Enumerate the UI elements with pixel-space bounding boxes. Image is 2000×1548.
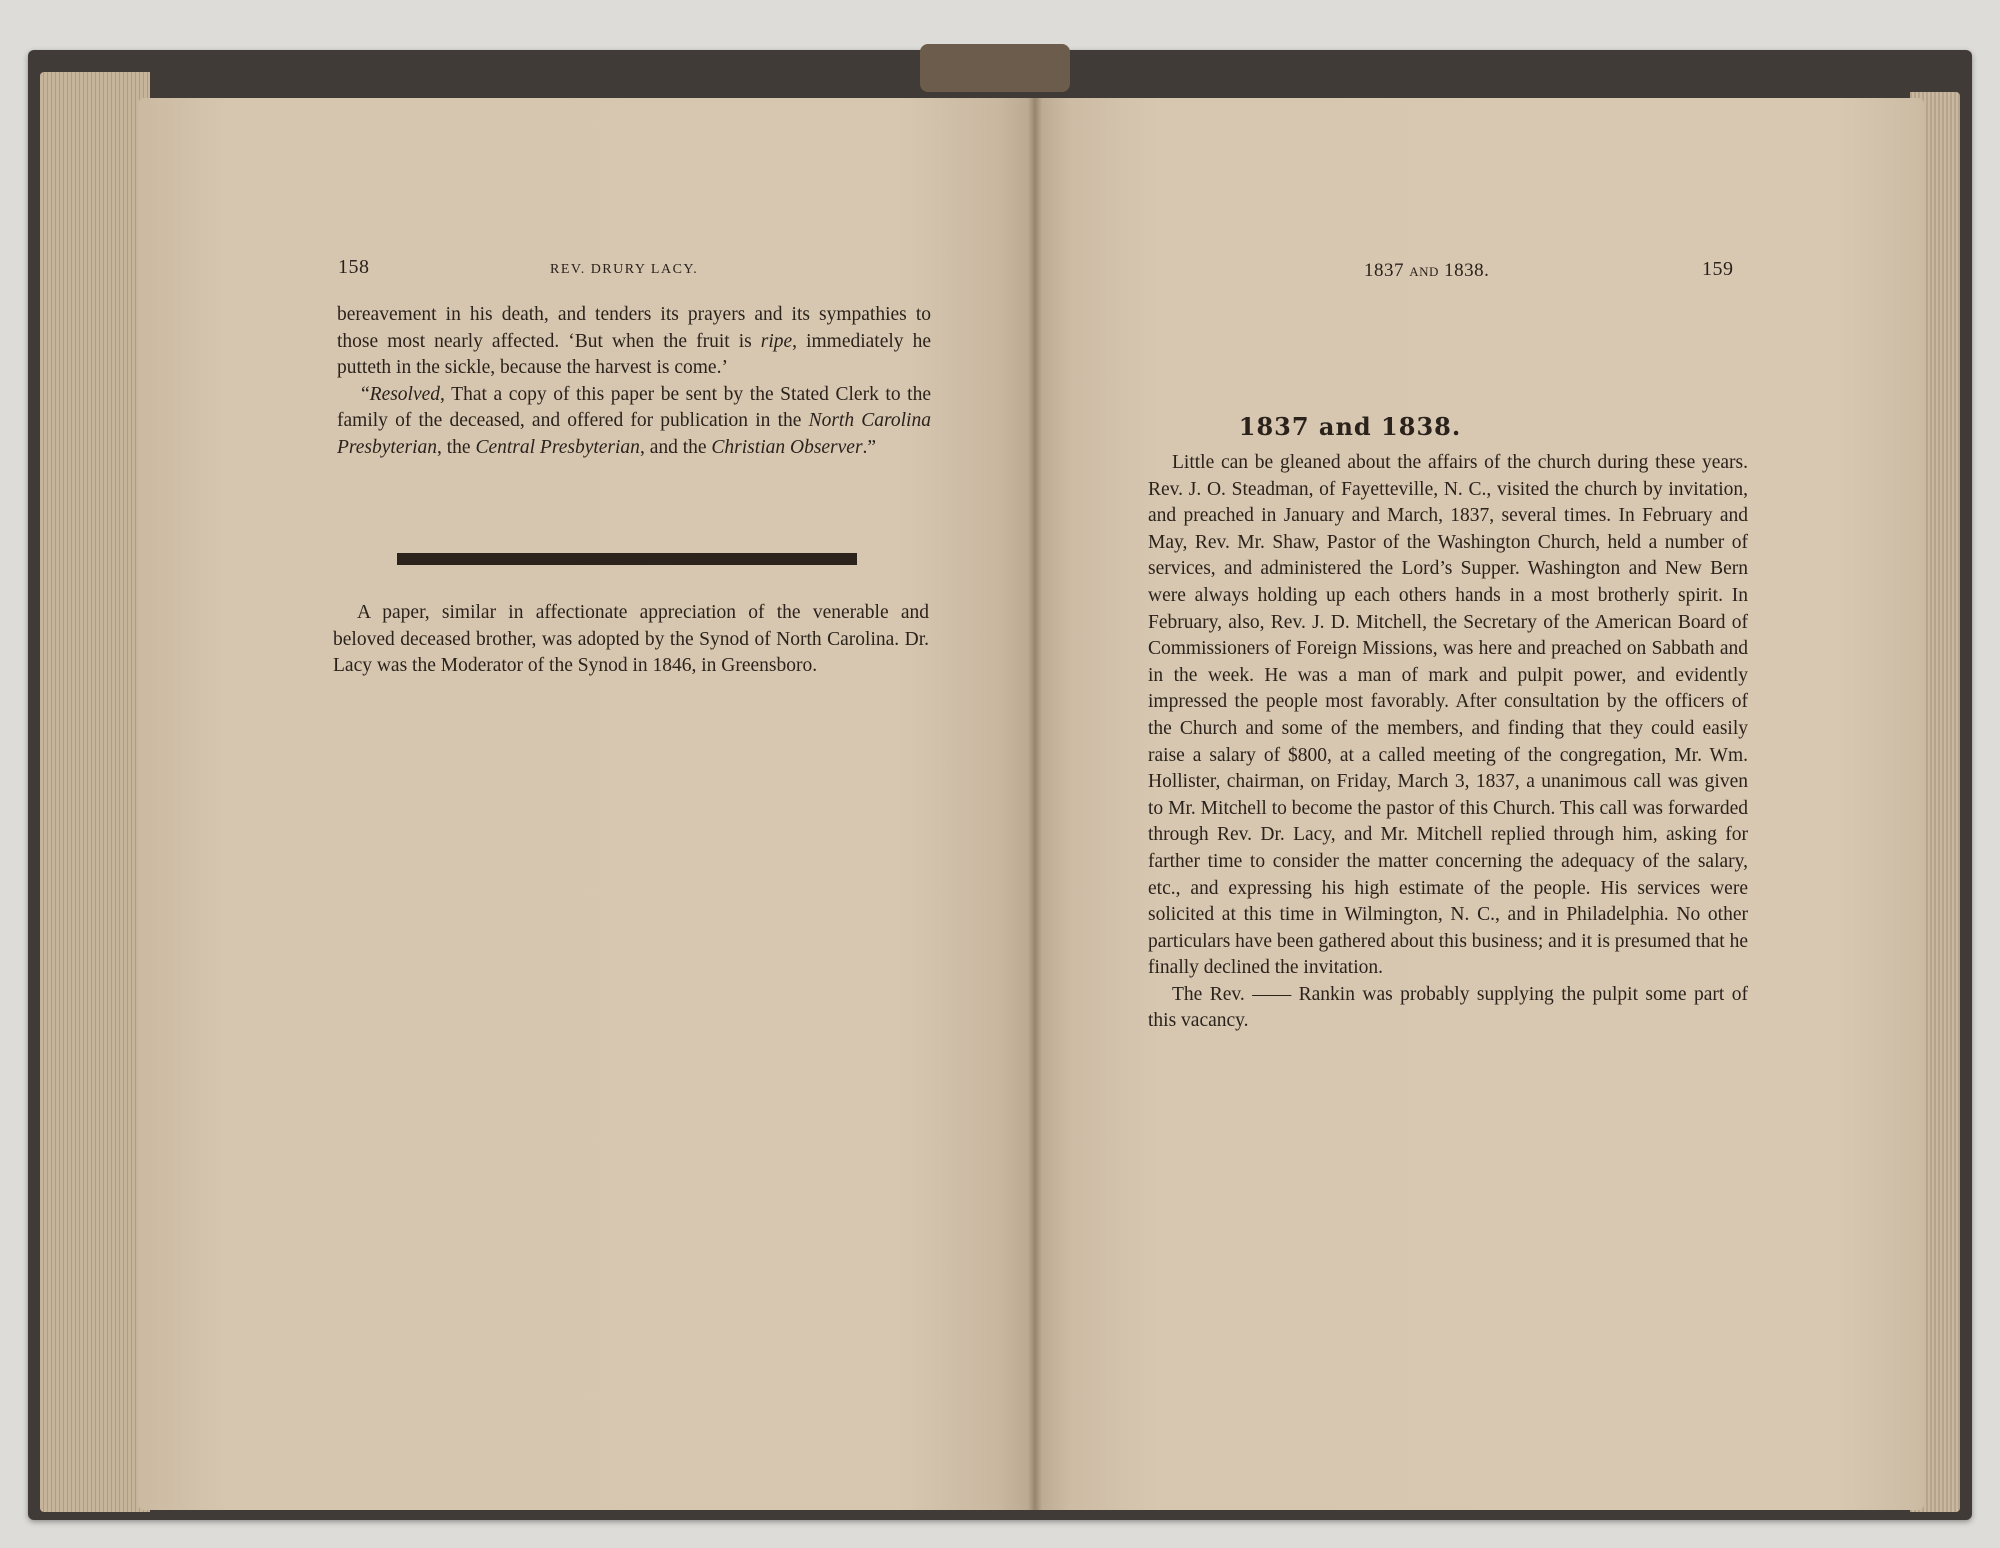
book-spine xyxy=(920,44,1070,92)
left-paragraph-2: “Resolved, That a copy of this paper be sent by the Stated Clerk to the family of the deceased, and offered for publication in the North Carolina Presbyterian, the Central Presbyterian, and the Christian Observer.” xyxy=(337,383,931,458)
left-paragraph-3: A paper, similar in affectionate appreciation of the venerable and beloved deceased brother, was adopted by the Synod of North Carolina. Dr. Lacy was the Moderator of the Synod in 1846, in Greensboro. xyxy=(333,602,929,677)
right-paragraph-1: Little can be gleaned about the affairs of the church during these years. Rev. J. O. Steadman, of Fayetteville, N. C., visited the church by invitation, and preached in January and March, 1837, several times. In February and May, Rev. Mr. Shaw, Pastor of the Washington Church, held a number of services, and administered the Lord’s Supper. Washington and New Bern were always holding up each others hands in a most brotherly spirit. In February, also, Rev. J. D. Mitchell, the Secretary of the American Board of Commissioners of Foreign Missions, was here and preached on Sabbath and in the week. He was a man of mark and pulpit power, and evidently impressed the people most favorably. After consultation by the officers of the Church and some of the members, and finding that they could easily raise a salary of $800, at a called meeting of the congregation, Mr. Wm. Hollister, chairman, on Friday, March 3, 1837, a unanimous call was given to Mr. Mitchell to become the pastor of this Church. This call was forwarded through Rev. Dr. Lacy, and Mr. Mitchell replied through him, asking for farther time to consider the matter concerning the adequacy of the salary, etc., and expressing his high estimate of the people. His services were solicited at this time in Wilmington, N. C., and in Philadelphia. No other particulars have been gathered about this business; and it is presumed that he finally declined the invitation. xyxy=(1148,452,1748,979)
right-running-head: 1837 and 1838. xyxy=(1364,260,1490,281)
right-body xyxy=(1148,450,1748,1035)
left-paragraph-1: bereavement in his death, and tenders its prayers and its sympathies to those most nearly affected. ‘But when the fruit is ripe, immediately he putteth in the sickle, because the harvest is come.’ xyxy=(337,304,931,379)
page-gutter xyxy=(1028,98,1042,1510)
left-body-lower xyxy=(333,600,929,680)
left-body-upper xyxy=(337,302,931,462)
left-running-head: REV. DRURY LACY. xyxy=(550,262,699,277)
section-divider-bar xyxy=(397,553,857,565)
right-paragraph-2: The Rev. —— Rankin was probably supplying the pulpit some part of this vacancy. xyxy=(1148,983,1748,1032)
left-page-number: 158 xyxy=(338,256,370,278)
chapter-title: 1837 and 1838. xyxy=(1238,412,1462,441)
page-edges-left xyxy=(40,72,150,1512)
right-page-number: 159 xyxy=(1702,258,1734,280)
